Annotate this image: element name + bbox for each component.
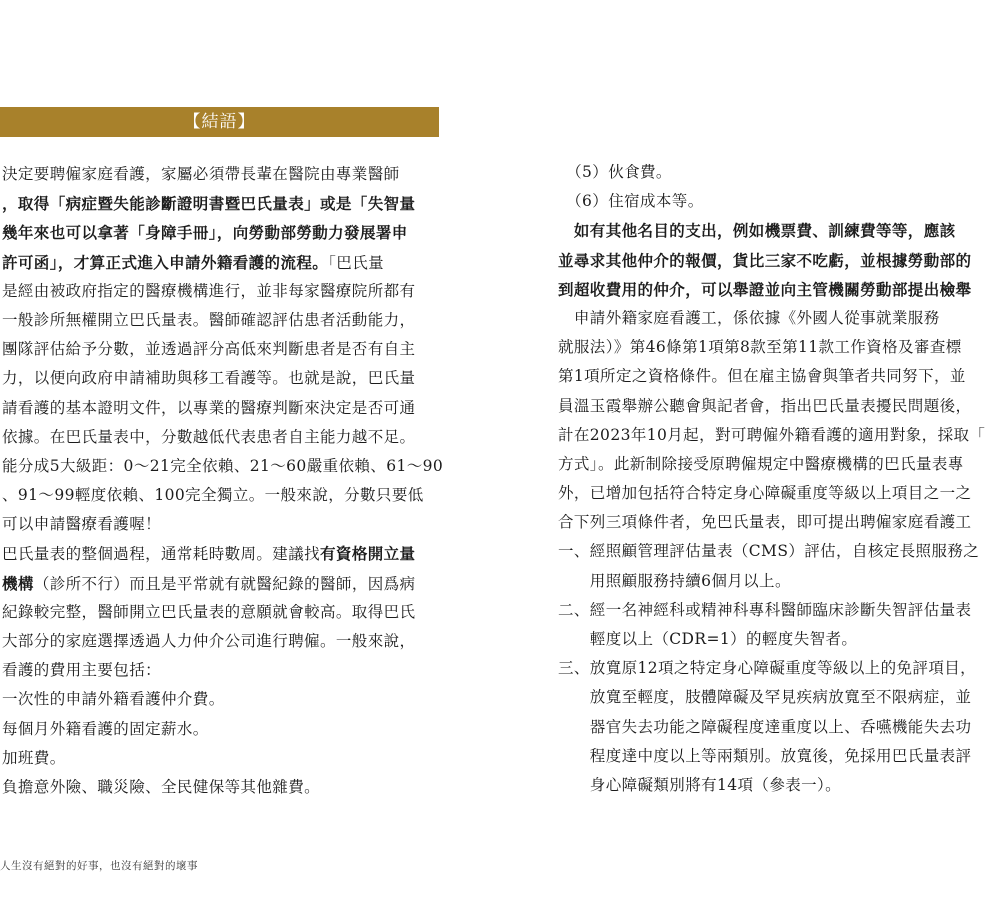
text-segment: 大部分的家庭選擇透過人力仲介公司進行聘僱。一般來說， — [2, 632, 416, 650]
text-line — [558, 596, 1000, 625]
text-line — [2, 744, 442, 773]
text-line — [2, 715, 442, 744]
text-segment: 合下列三項條件者，免巴氏量表，即可提出聘僱家庭看護工 — [558, 513, 972, 532]
text-segment: 輕度以上（CDR=1）的輕度失智者。 — [558, 630, 858, 648]
page-footer: 人生沒有絕對的好事，也沒有絕對的壞事 — [0, 860, 198, 872]
text-segment: 放寬至輕度，肢體障礙及罕見疾病放寬至不限病症，並 — [558, 688, 972, 707]
text-segment: 負擔意外險、職災險、全民健保等其他雜費。 — [2, 777, 321, 796]
text-segment: 紀錄較完整，醫師開立巴氏量表的意願就會較高。取得巴氏 — [2, 602, 416, 621]
text-line — [2, 335, 442, 364]
text-segment: 程度達中度以上等兩類別。放寬後，免採用巴氏量表評 — [558, 746, 972, 765]
text-segment: 看護的費用主要包括： — [2, 661, 162, 680]
text-segment: 一般診所無權開立巴氏量表。醫師確認評估患者活動能力， — [2, 310, 416, 329]
text-line — [558, 654, 1000, 683]
bold-text-segment: 到超收費用的仲介，可以舉證並向主管機關勞動部提出檢舉 — [558, 279, 972, 299]
bold-text-segment: 許可函」，才算正式進入申請外籍看護的流程。 — [2, 252, 329, 272]
text-segment: 力，以便向政府申請補助與移工看護等。也就是說，巴氏量 — [2, 369, 416, 388]
text-line — [558, 625, 1000, 654]
text-segment: 、91～99輕度依賴、100完全獨立。一般來說，分數只要低 — [2, 486, 424, 505]
text-segment: 請看護的基本證明文件，以專業的醫療判斷來決定是否可通 — [2, 398, 416, 417]
left-body-text — [2, 160, 442, 802]
right-page — [558, 0, 1000, 900]
left-page — [0, 0, 450, 900]
text-line — [558, 742, 1000, 771]
section-title: 【結語】 — [183, 112, 256, 132]
text-line — [2, 423, 442, 452]
bold-text-segment: 並尋求其他仲介的報價，貨比三家不吃虧，並根據勞動部的 — [558, 250, 972, 270]
text-line — [2, 248, 442, 277]
text-line — [2, 510, 442, 539]
text-line — [2, 189, 442, 218]
text-segment: 方式」。此新制除接受原聘僱規定中醫療機構的巴氏量表專 — [558, 454, 964, 473]
right-body-text — [558, 158, 1000, 800]
bold-text-segment: ，取得「病症暨失能診斷證明書暨巴氏量表」或是「失智量 — [2, 194, 416, 214]
text-segment: 員溫玉霞舉辦公聽會與記者會，指出巴氏量表擾民問題後， — [558, 396, 972, 415]
text-line — [2, 773, 442, 802]
text-segment: 第1項所定之資格條件。但在雇主協會與筆者共同努下，並 — [558, 367, 966, 386]
text-segment: （5）伙食費。 — [558, 163, 672, 181]
text-segment: 一次性的申請外籍看護仲介費。 — [2, 690, 225, 709]
text-line — [558, 304, 1000, 333]
text-segment: 加班費。 — [2, 748, 66, 767]
text-line — [558, 158, 1000, 187]
text-segment: 用照顧服務持續6個月以上。 — [558, 571, 791, 590]
text-segment: 可以申請醫療看護喔！ — [2, 515, 162, 534]
text-line — [558, 246, 1000, 275]
text-segment: 器官失去功能之障礙程度達重度以上、呑嚥機能失去功 — [558, 717, 972, 736]
text-line — [558, 333, 1000, 362]
text-line — [2, 160, 442, 189]
text-line — [2, 598, 442, 627]
text-line — [558, 683, 1000, 712]
text-line — [558, 508, 1000, 537]
text-line — [2, 685, 442, 714]
text-line — [2, 364, 442, 393]
text-segment: 每個月外籍看護的固定薪水。 — [2, 719, 209, 738]
text-line — [2, 656, 442, 685]
text-line — [2, 481, 442, 510]
text-line — [2, 218, 442, 247]
text-segment: 外，已增加包括符合特定身心障礙重度等級以上項目之一之 — [558, 484, 972, 503]
text-line — [558, 187, 1000, 216]
text-segment: 二、經一名神經科或精神科專科醫師臨床診斷失智評估量表 — [558, 600, 972, 619]
text-segment: 身心障礙類別將有14項（參表一）。 — [558, 775, 842, 794]
bold-text-segment: 幾年來也可以拿著「身障手冊」，向勞動部勞動力發展署申 — [2, 223, 408, 243]
text-line — [558, 479, 1000, 508]
text-segment: 申請外籍家庭看護工，係依據《外國人從事就業服務 — [558, 308, 940, 327]
text-segment: 能分成5大級距：0～21完全依賴、21～60嚴重依賴、61～90 — [2, 456, 444, 475]
text-line — [2, 277, 442, 306]
text-segment: 計在2023年10月起，對可聘僱外籍看護的適用對象，採取「 — [558, 425, 986, 444]
bold-text-segment: 有資格開立量 — [320, 544, 416, 564]
text-segment: （6）住宿成本等。 — [558, 192, 704, 211]
text-segment: 依據。在巴氏量表中，分數越低代表患者自主能力越不足。 — [2, 427, 416, 446]
text-line — [2, 539, 442, 568]
text-line — [2, 452, 442, 481]
text-line — [2, 627, 442, 656]
text-line — [558, 362, 1000, 391]
text-segment: 就服法）》第46條第1項第8款至第11款工作資格及審查標 — [558, 338, 962, 357]
text-segment: 團隊評估給予分數，並透過評分高低來判斷患者是否有自主 — [2, 340, 416, 359]
text-line — [558, 450, 1000, 479]
text-line — [558, 275, 1000, 304]
bold-text-segment: 如有其他名目的支出，例如機票費、訓練費等等，應該 — [558, 221, 956, 241]
text-segment: 巴氏量表的整個過程，通常耗時數周。建議找 — [2, 545, 321, 564]
text-line — [558, 537, 1000, 566]
text-segment: 一、經照顧管理評估量表（CMS）評估，自核定長照服務之 — [558, 542, 980, 561]
text-line — [558, 567, 1000, 596]
text-line — [558, 421, 1000, 450]
text-line — [558, 771, 1000, 800]
section-title-bar — [0, 107, 439, 137]
text-line — [2, 569, 442, 598]
text-segment: 「巴氏量 — [328, 253, 385, 272]
text-segment: 三、放寬原12項之特定身心障礙重度等級以上的免評項目， — [558, 659, 977, 678]
text-line — [558, 392, 1000, 421]
bold-text-segment: 機構 — [2, 573, 34, 593]
text-line — [2, 394, 442, 423]
text-segment: （診所不行）而且是平常就有就醫紀錄的醫師，因爲病 — [33, 574, 416, 593]
text-line — [2, 306, 442, 335]
text-line — [558, 713, 1000, 742]
text-segment: 決定要聘僱家庭看護，家屬必須帶長輩在醫院由專業醫師 — [2, 165, 400, 183]
text-segment: 是經由被政府指定的醫療機構進行，並非每家醫療院所都有 — [2, 281, 416, 300]
text-line — [558, 216, 1000, 245]
